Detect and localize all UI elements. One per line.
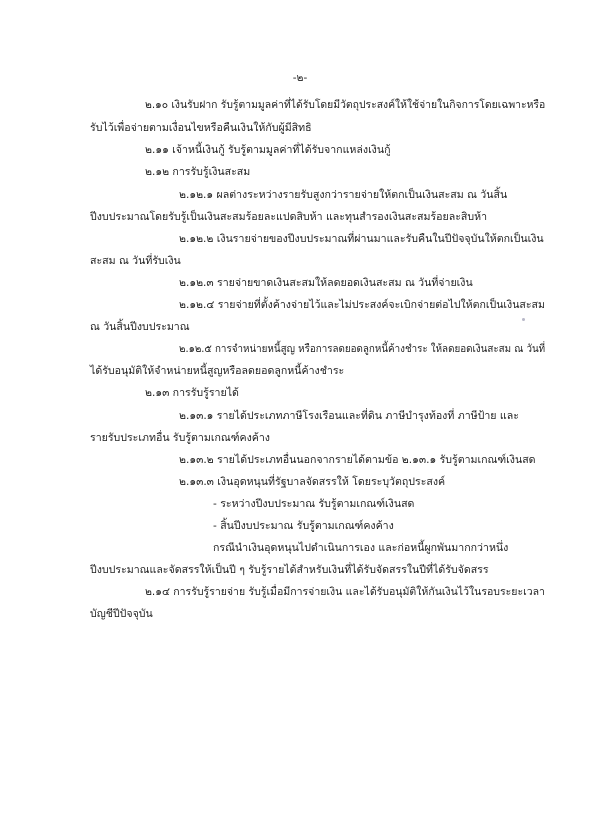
text-line: ๒.๑๒.๕ การจำหน่ายหนี้สูญ หรือการลดยอดลูกหนี้ค้างชำระ ให้ลดยอดเงินสะสม ณ วันที่: [179, 343, 546, 355]
text-line: ปีงบประมาณโดยรับรู้เป็นเงินสะสมร้อยละแปดสิบห้า และทุนสำรองเงินสะสมร้อยละสิบห้า: [90, 211, 488, 223]
text-line: - สิ้นปีงบประมาณ รับรู้ตามเกณฑ์คงค้าง: [213, 520, 394, 532]
text-line: ณ วันสิ้นปีงบประมาณ: [90, 321, 190, 333]
text-line: ๒.๑๒.๑ ผลต่างระหว่างรายรับสูงกว่ารายจ่ายให้ตกเป็นเงินสะสม ณ วันสิ้น: [179, 189, 508, 201]
text-line: บัญชีปีปัจจุบัน: [90, 608, 153, 620]
text-line: ๒.๑๒.๔ รายจ่ายที่ตั้งค้างจ่ายไว้และไม่ประสงค์จะเบิกจ่ายต่อไปให้ตกเป็นเงินสะสม: [179, 299, 545, 311]
text-line: ๒.๑๓ การรับรู้รายได้: [145, 387, 239, 399]
text-line: ๒.๑๔ การรับรู้รายจ่าย รับรู้เมื่อมีการจ่ายเงิน และได้รับอนุมัติให้กันเงินไว้ในรอบระยะเวลา: [145, 586, 545, 598]
text-line: ปีงบประมาณและจัดสรรให้เป็นปี ๆ รับรู้รายได้สำหรับเงินที่ได้รับจัดสรรในปีที่ได้รับจัดสรร: [90, 564, 489, 576]
text-line: ๒.๑๓.๓ เงินอุดหนุนที่รัฐบาลจัดสรรให้ โดยระบุวัตถุประสงค์: [179, 476, 446, 488]
text-line: ๒.๑๒ การรับรู้เงินสะสม: [145, 166, 251, 178]
text-line: สะสม ณ วันที่รับเงิน: [90, 255, 181, 267]
text-line: ๒.๑๒.๒ เงินรายจ่ายของปีงบประมาณที่ผ่านมาและรับคืนในปีปัจจุบันให้ตกเป็นเงิน: [179, 233, 544, 245]
text-line: ๒.๑๒.๓ รายจ่ายขาดเงินสะสมให้ลดยอดเงินสะสม ณ วันที่จ่ายเงิน: [179, 277, 473, 289]
text-line: รับไว้เพื่อจ่ายตามเงื่อนไขหรือคืนเงินให้กับผู้มีสิทธิ: [90, 122, 312, 134]
page-number: -๒-: [292, 72, 308, 84]
text-line: - ระหว่างปีงบประมาณ รับรู้ตามเกณฑ์เงินสด: [213, 498, 415, 510]
text-line: กรณีนำเงินอุดหนุนไปดำเนินการเอง และก่อหนี้ผูกพันมากกว่าหนึ่ง: [213, 542, 509, 554]
text-line: ๒.๑๓.๒ รายได้ประเภทอื่นนอกจากรายได้ตามข้อ ๒.๑๓.๑ รับรู้ตามเกณฑ์เงินสด: [179, 454, 536, 466]
text-line: ๒.๑๐ เงินรับฝาก รับรู้ตามมูลค่าที่ได้รับโดยมีวัตถุประสงค์ให้ใช้จ่ายในกิจการโดยเฉพาะหรือ: [145, 99, 546, 111]
text-line: ๒.๑๑ เจ้าหนี้เงินกู้ รับรู้ตามมูลค่าที่ได้รับจากแหล่งเงินกู้: [145, 144, 391, 156]
text-line: ๒.๑๓.๑ รายได้ประเภทภาษีโรงเรือนและที่ดิน ภาษีบำรุงท้องที่ ภาษีป้าย และ: [179, 410, 519, 422]
text-line: ได้รับอนุมัติให้จำหน่ายหนี้สูญหรือลดยอดลูกหนี้ค้างชำระ: [90, 365, 345, 377]
scan-speck: [522, 318, 525, 321]
text-line: รายรับประเภทอื่น รับรู้ตามเกณฑ์คงค้าง: [90, 432, 270, 444]
